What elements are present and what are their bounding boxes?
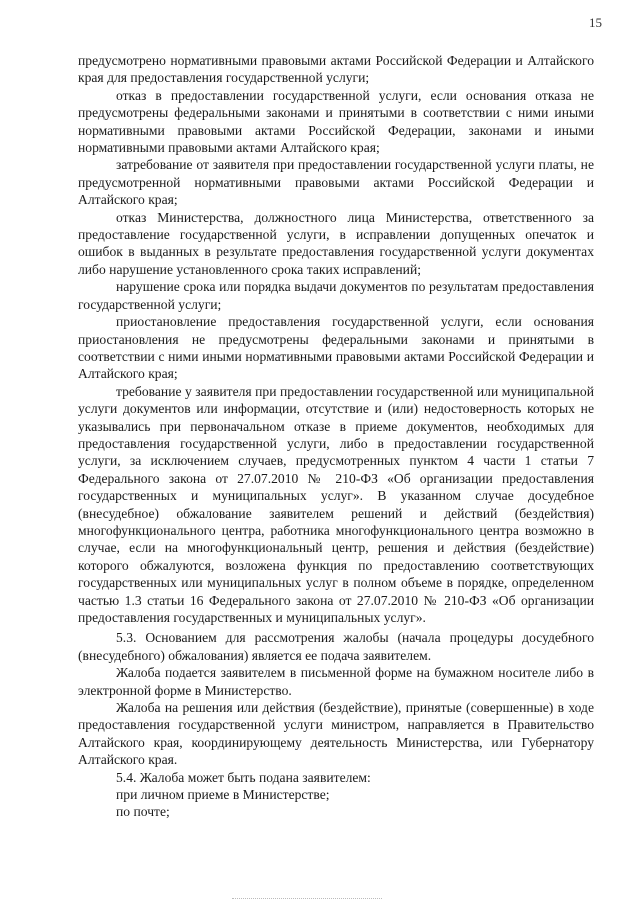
document-body: [78, 52, 594, 821]
paragraph-5-3: 5.3. Основанием для рассмотрения жалобы (начала процедуры досудебного (внесудебного) обжалования) является ее подача заявителем.: [78, 630, 594, 663]
paragraph: затребование от заявителя при предоставлении государственной услуги платы, не предусмотренной нормативными правовыми актами Российской Федерации и Алтайского края;: [78, 157, 594, 208]
paragraph: Жалоба на решения или действия (бездействие), принятые (совершенные) в ходе предоставления государственной услуги министром, направляется в Правительство Алтайского края, координирующему деятельность Министерства, или Губернатору Алтайского края.: [78, 700, 594, 768]
paragraph: нарушение срока или порядка выдачи документов по результатам предоставления государственной услуги;: [78, 279, 594, 312]
paragraph: требование у заявителя при предоставлении государственной или муниципальной услуги документов или информации, отсутствие и (или) недостоверность которых не указывались при первоначальном отказе в приеме документов, необходимых для предоставления государственной услуги, либо в предоставлении государственной услуги, за исключением случаев, предусмотренных пунктом 4 части 1 статьи 7 Федерального закона от 27.07.2010 № 210-ФЗ «Об организации предоставления государственных и муниципальных услуг». В указанном случае досудебное (внесудебное) обжалование заявителем решений и действий (бездействия) многофункционального центра, работника многофункционального центра возможно в случае, если на многофункциональный центр, решения и действия (бездействие) которого обжалуются, возложена функция по предоставлению соответствующих государственных или муниципальных услуг в полном объеме в порядке, определенном частью 1.3 статьи 16 Федерального закона от 27.07.2010 № 210-ФЗ «Об организации предоставления государственных и муниципальных услуг».: [78, 383, 594, 625]
list-item: по почте;: [116, 804, 170, 820]
paragraph: предусмотрено нормативными правовыми актами Российской Федерации и Алтайского края для предоставления государственной услуги;: [78, 53, 594, 86]
paragraph: приостановление предоставления государственной услуги, если основания приостановления не предусмотрены федеральными законами и принятыми в соответствии с ними иными нормативными правовыми актами Российской Федерации и Алтайского края;: [78, 314, 594, 382]
page-number: 15: [589, 15, 602, 30]
list-item: при личном приеме в Министерстве;: [116, 787, 330, 803]
paragraph: Жалоба подается заявителем в письменной форме на бумажном носителе либо в электронной форме в Министерство.: [78, 665, 594, 698]
scan-artifact: [232, 898, 382, 902]
paragraph: отказ в предоставлении государственной услуги, если основания отказа не предусмотрены федеральными законами и принятыми в соответствии с ними иными нормативными правовыми актами Российской Федерации, законами и иными нормативными правовыми актами Алтайского края;: [78, 87, 594, 156]
paragraph-5-4: 5.4. Жалоба может быть подана заявителем:: [116, 769, 371, 785]
paragraph: отказ Министерства, должностного лица Министерства, ответственного за предоставление государственной услуги, в исправлении допущенных опечаток и ошибок в выданных в результате предоставления государственной услуги документах либо нарушение установленного срока таких исправлений;: [78, 209, 594, 277]
